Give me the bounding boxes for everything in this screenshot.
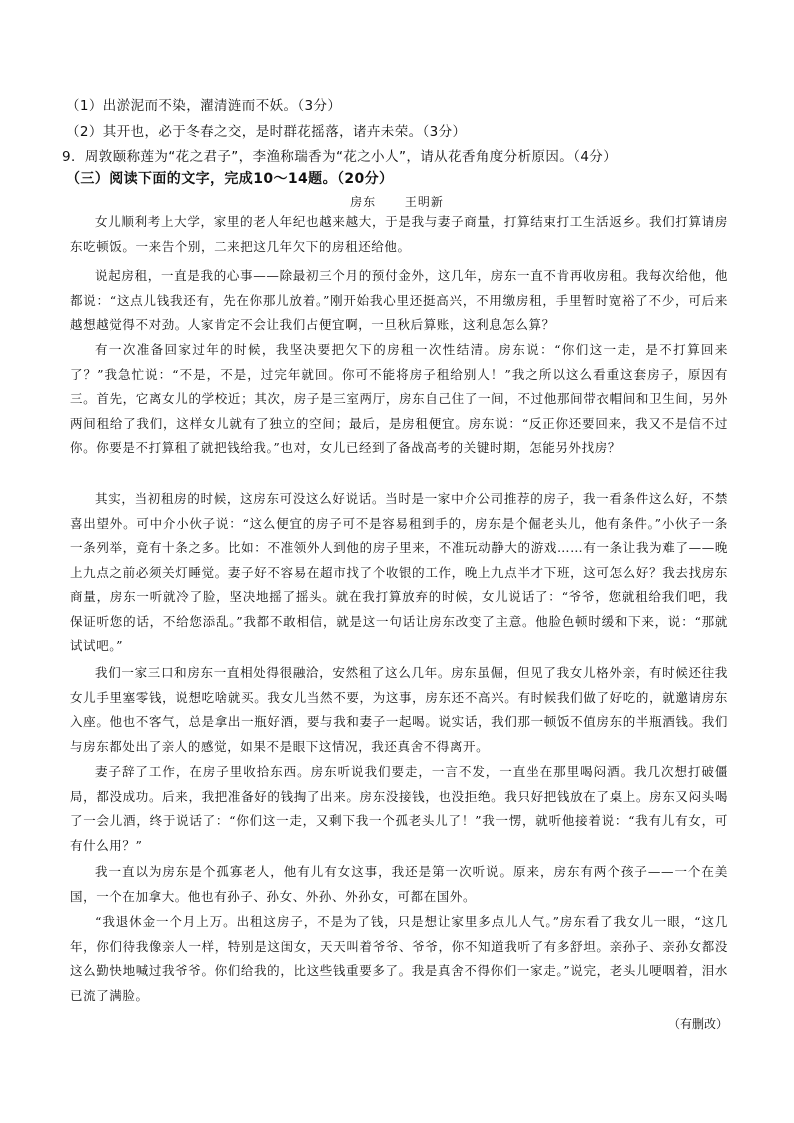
question-1: （1）出淤泥而不染，濯清涟而不妖。（3分） xyxy=(66,98,342,114)
paragraph: 妻子辞了工作，在房子里收拾东西。房东听说我们要走，一言不发，一直坐在那里喝闷酒。我几次想打破僵局，都没成功。后来，我把准备好的钱掏了出来。房东没接钱，也没拒绝。我只好把钱放在了桌上。房东又闷头喝了一会儿酒，终于说话了：“你们这一走，又剩下我一个孤老头儿了！”我一愣，就听他接着说：“我有儿有女，可有什么用？” xyxy=(70,764,728,853)
paragraph: 有一次准备回家过年的时候，我坚决要把欠下的房租一次性结清。房东说：“你们这一走，是不打算回来了？”我急忙说：“不是，不是，过完年就回。你可不能将房子租给别人！”我之所以这么看重这套房子，原因有三。首先，它离女儿的学校近；其次，房子是三室两厅，房东自己住了一间，不过他那间带衣帽间和卫生间，另外两间租给了我们，这样女儿就有了独立的空间；最后，是房租便宜。房东说：“反正你还要回来，我又不是信不过你。你要是不打算租了就把钱给我。”也对，女儿已经到了备战高考的关键时期，怎能另外找房？ xyxy=(70,342,728,455)
paragraph: 我一直以为房东是个孤寡老人，他有儿有女这事，我还是第一次听说。原来，房东有两个孩子——一个在美国，一个在加拿大。他也有孙子、孙女、外孙、外孙女，可都在国外。 xyxy=(70,864,728,904)
paragraph: “我退休金一个月上万。出租这房子，不是为了钱，只是想让家里多点儿人气。”房东看了我女儿一眼，“这几年，你们待我像亲人一样，特别是这闺女，天天叫着爷爷、爷爷，你不知道我听了有多舒坦。亲孙子、亲孙女都没这么勤快地喊过我爷爷。你们给我的，比这些钱重要多了。我是真舍不得你们一家走。”说完，老头儿哽咽着，泪水已流了满脸。 xyxy=(70,914,728,1003)
revision-note: （有删改） xyxy=(667,1017,728,1031)
question-9: 9．周敦颐称莲为“花之君子”，李渔称瑞香为“花之小人”，请从花香角度分析原因。（4分） xyxy=(62,149,618,165)
article-title: 房东 xyxy=(350,195,377,209)
paragraph: 女儿顺利考上大学，家里的老人年纪也越来越大，于是我与妻子商量，打算结束打工生活返乡。我们打算请房东吃顿饭。一来告个别，二来把这几年欠下的房租还给他。 xyxy=(70,214,728,254)
article-author: 王明新 xyxy=(404,195,444,209)
question-2: （2）其开也，必于冬春之交，是时群花摇落，诸卉未荣。（3分） xyxy=(66,124,467,140)
article-title-row xyxy=(0,193,794,210)
paragraph: 说起房租，一直是我的心事——除最初三个月的预付金外，这几年，房东一直不肯再收房租。我每次给他，他都说：“这点儿钱我还有，先在你那儿放着。”刚开始我心里还挺高兴，不用缴房租，手里暂时宽裕了不少，可后来越想越觉得不对劲。人家肯定不会让我们占便宜啊，一旦秋后算账，这利息怎么算？ xyxy=(70,268,728,332)
paragraph: 我们一家三口和房东一直相处得很融洽，安然租了这么几年。房东虽倔，但见了我女儿格外亲，有时候还往我女儿手里塞零钱，说想吃啥就买。我女儿当然不要，为这事，房东还不高兴。有时候我们做了好吃的，就邀请房东入座。他也不客气，总是拿出一瓶好酒，要与我和妻子一起喝。说实话，我们那一顿饭不值房东的半瓶酒钱。我们与房东都处出了亲人的感觉，如果不是眼下这情况，我还真舍不得离开。 xyxy=(70,665,728,754)
section-heading: （三）阅读下面的文字，完成10～14题。（20分） xyxy=(66,171,394,187)
paragraph: 其实，当初租房的时候，这房东可没这么好说话。当时是一家中介公司推荐的房子，我一看条件这么好，不禁喜出望外。可中介小伙子说：“这么便宜的房子可不是容易租到手的，房东是个倔老头儿，他有条件。”小伙子一条一条列举，竟有十条之多。比如：不准领外人到他的房子里来，不准玩动静大的游戏……有一条让我为难了——晚上九点之前必须关灯睡觉。妻子好不容易在超市找了个收银的工作，晚上九点半才下班，这可怎么好？我去找房东商量，房东一听就冷了脸，坚决地摇了摇头。就在我打算放弃的时候，女儿说话了：“爷爷，您就租给我们吧，我保证听您的话，不给您添乱。”我都不敢相信，就是这一句话让房东改变了主意。他脸色顿时缓和下来，说：“那就试试吧。” xyxy=(70,491,728,653)
